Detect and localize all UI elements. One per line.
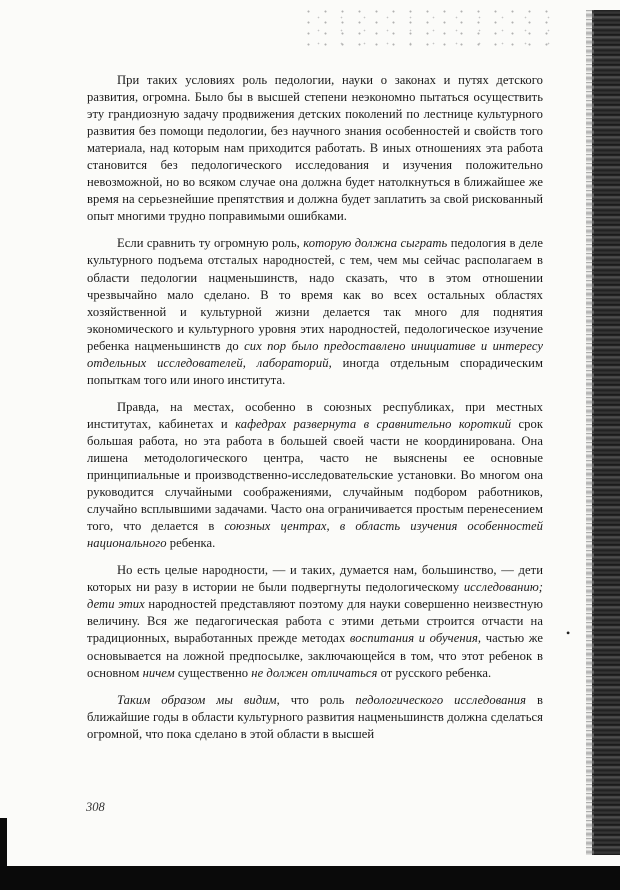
text-run: что роль <box>279 692 356 707</box>
italic-text: сих пор было предоставлено инициативе и интересу отдельных исследователей, лабораторий, <box>87 338 544 370</box>
paragraph <box>87 399 543 552</box>
text-run: срок большая работа, но эта работа в большей своей части не координирована. Она лишена методологического центра, часто не выяснены ее основные принципиальные и производственно-исследовательские установки. Во многом она руководится случайными соображениями, случайным подбором работников, случайно всплывшими задачами. Часто она ограничивается простым перенесением того, что делается в <box>87 416 544 534</box>
text-run: Правда, на местах, особенно в союзных республиках, при местных институтах, кабинетах и <box>87 399 543 431</box>
italic-text: Таким образом мы видим, <box>117 692 280 707</box>
scan-edge-bar <box>0 818 7 868</box>
page-number: 308 <box>86 800 105 814</box>
text-run: народностей представляют поэтому для науки совершенно неизвестную величину. Вся же педагогическая работа с этими детьми строится отчасти на традиционных, выработанных прежде методах <box>87 597 543 646</box>
text-run: существенно <box>174 665 252 680</box>
binding-shadow <box>592 10 620 855</box>
italic-text: воспитания и обучения, <box>349 631 482 646</box>
italic-text: ничем <box>142 665 175 680</box>
text-run: Но есть целые народности, — и таких, думается нам, большинство, — дети которых ни разу в истории не были подвергнуты педологическому <box>87 563 543 595</box>
text-run: от русского ребенка. <box>377 665 492 680</box>
text-run: ребенка. <box>166 536 216 551</box>
italic-text: которую должна сыграть <box>303 236 448 251</box>
italic-text: педологического исследования <box>355 692 527 707</box>
text-run: педология в деле культурного подъема отсталых народностей, с тем, чем мы сейчас располагаем в области педологии нацменьшинств, надо сказать, что в этом отношении чрезвычайно мало сделано. В то время как во всех остальных областях хозяйственной и культурной жизни делается так много для поднятия экономического и культурного уровня этих народностей, педологическое изучение ребенка нацменьшинств до <box>87 236 543 353</box>
italic-text: исследованию; дети этих <box>87 580 543 612</box>
text-run: в ближайшие годы в области культурного развития нацменьшинств должна сделаться огромной, что пока сделано в этой области в высшей <box>87 692 543 741</box>
paragraph <box>87 235 543 388</box>
text-run: частью же основывается на ложной предпосылке, заключающейся в том, что этот ребенок в основном <box>87 631 543 680</box>
text-run: При таких условиях роль педологии, науки о законах и путях детского развития, огромна. Было бы в высшей степени неэкономно пытаться осуществить эту грандиозную задачу продвижения детских поколений по лестнице культурного развития без помощи педологии, без научного знания особенностей и свойств того материала, над которым нам приходится работать. В иных отношениях эта работа становится без педологического исследования и изучения положительно невозможной, но во всяком случае она должна будет натолкнуться в ближайшее же время на серьезнейшие препятствия и должна будет заплатить за свой рискованный опыт многими трудно поправимыми ошибками. <box>87 73 543 224</box>
italic-text: союзных центрах, в область изучения особенностей национального <box>87 519 543 551</box>
paragraph <box>87 562 543 681</box>
italic-text: кафедрах развернута в сравнительно короткий <box>235 416 512 431</box>
body-text <box>87 72 543 753</box>
paragraph <box>87 692 543 743</box>
scan-noise <box>300 6 560 46</box>
scan-bottom-band <box>0 866 620 890</box>
margin-mark: • <box>566 626 571 640</box>
paragraph <box>87 72 543 225</box>
text-run: Если сравнить ту огромную роль, <box>117 236 304 251</box>
italic-text: не должен отличаться <box>251 665 378 680</box>
text-run: иногда отдельным спорадическим попыткам того или иного института. <box>87 355 543 387</box>
